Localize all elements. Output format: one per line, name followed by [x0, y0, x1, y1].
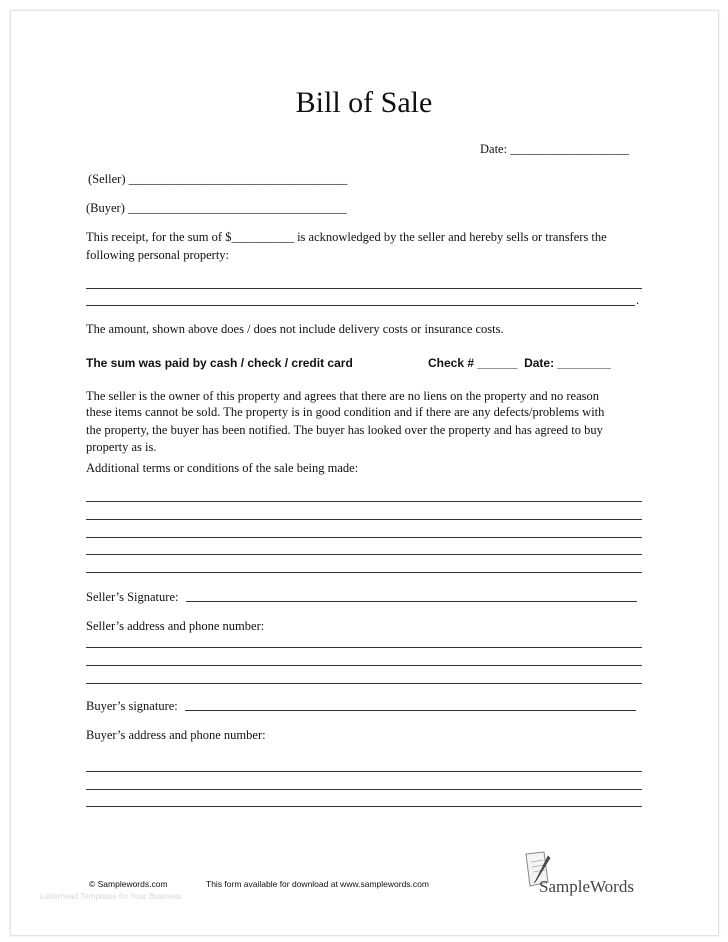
blank-line — [86, 647, 642, 648]
blank-line — [86, 537, 642, 538]
seller-field: (Seller) ___________________________________ — [88, 172, 348, 186]
blank-line — [86, 806, 642, 807]
statement-line: the property, the buyer has been notified. The buyer has looked over the property and has agreed to buy — [86, 423, 603, 437]
check-date: Check # ______ Date: ________ — [428, 356, 611, 370]
samplewords-logo — [522, 850, 646, 894]
logo-wordmark: SampleWords — [539, 877, 634, 896]
payment-method: The sum was paid by cash / check / credit card — [86, 356, 353, 370]
statement-line: property as is. — [86, 440, 157, 454]
buyer-address-label: Buyer’s address and phone number: — [86, 728, 266, 742]
blank-line — [86, 572, 642, 573]
period-mark: . — [636, 293, 640, 307]
buyer-signature-line — [185, 710, 636, 711]
watermark-text: Letterhead Templates for Your Business — [40, 892, 182, 901]
blank-line — [86, 305, 635, 306]
footer-copyright: © Samplewords.com — [89, 879, 168, 889]
buyer-signature-label: Buyer’s signature: — [86, 699, 178, 713]
blank-line — [86, 789, 642, 790]
footer-download-text: This form available for download at www.samplewords.com — [206, 879, 429, 889]
blank-line — [86, 519, 642, 520]
amount-note: The amount, shown above does / does not include delivery costs or insurance costs. — [86, 322, 504, 336]
statement-line: The seller is the owner of this property and agrees that there are no liens on the property and no reason — [86, 389, 600, 403]
receipt-text-line-2: following personal property: — [86, 248, 230, 262]
seller-signature-line — [186, 601, 637, 602]
blank-line — [86, 683, 642, 684]
blank-line — [86, 665, 642, 666]
receipt-text-line-1: This receipt, for the sum of $__________ is acknowledged by the seller and hereby sells or transfers the — [86, 230, 607, 244]
blank-line — [86, 771, 642, 772]
document-title: Bill of Sale — [295, 86, 433, 119]
date-field: Date: ___________________ — [480, 142, 629, 156]
statement-line: these items cannot be sold. The property is in good condition and if there are any defects/problems with — [86, 405, 605, 419]
additional-terms-label: Additional terms or conditions of the sale being made: — [86, 461, 359, 475]
blank-line — [86, 501, 642, 502]
seller-address-label: Seller’s address and phone number: — [86, 619, 265, 633]
blank-line — [86, 288, 642, 289]
blank-line — [86, 554, 642, 555]
seller-signature-label: Seller’s Signature: — [86, 590, 179, 604]
buyer-field: (Buyer) ___________________________________ — [86, 201, 347, 215]
